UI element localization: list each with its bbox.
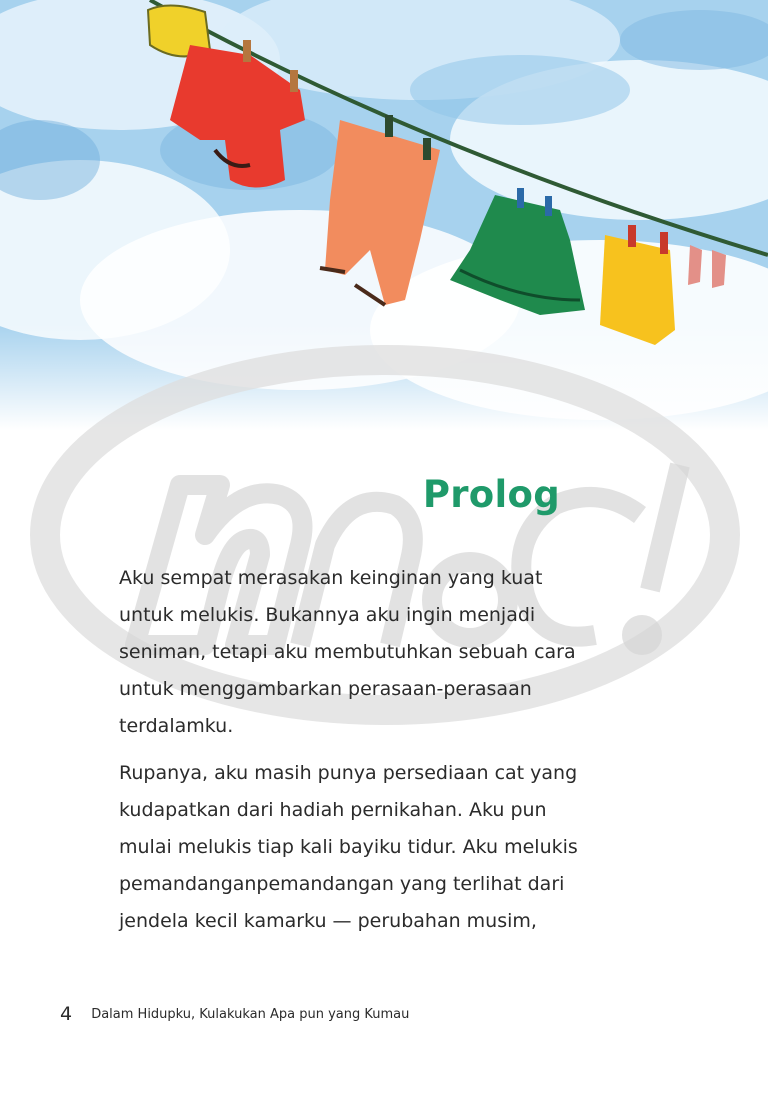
text-line: seniman, tetapi aku membutuhkan sebuah cara	[119, 641, 576, 663]
text-line: jendela kecil kamarku — perubahan musim,	[119, 910, 537, 932]
text-line: Rupanya, aku masih punya persediaan cat yang	[119, 762, 578, 784]
page-number: 4	[60, 1003, 73, 1025]
paragraph	[119, 560, 609, 745]
text-line: pemandanganpemandangan yang terlihat dari	[119, 873, 565, 895]
text-line: mulai melukis tiap kali bayiku tidur. Aku melukis	[119, 836, 578, 858]
text-line: kudapatkan dari hadiah pernikahan. Aku pun	[119, 799, 547, 821]
text-line: Aku sempat merasakan keinginan yang kuat	[119, 567, 543, 589]
chapter-body	[119, 560, 609, 950]
text-line: terdalamku.	[119, 715, 234, 737]
chapter-title: Prolog	[422, 472, 560, 516]
running-title: Dalam Hidupku, Kulakukan Apa pun yang Kumau	[91, 1006, 410, 1022]
paragraph	[119, 755, 609, 940]
text-line: untuk menggambarkan perasaan-perasaan	[119, 678, 532, 700]
page-footer	[60, 1003, 409, 1025]
text-line: untuk melukis. Bukannya aku ingin menjadi	[119, 604, 536, 626]
